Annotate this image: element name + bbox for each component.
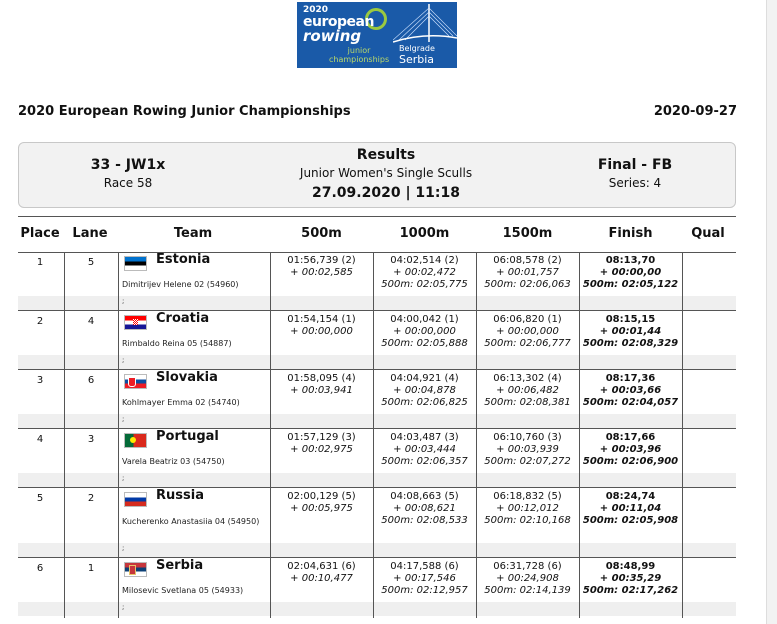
lane: 1 [87, 563, 95, 574]
finish-split: 500m: 02:17,262 [582, 585, 679, 596]
athlete: Rimbaldo Reina 05 (54887) [122, 339, 232, 348]
finish-split: 500m: 02:05,908 [582, 515, 679, 526]
logo-text-junior-line: junior [347, 46, 371, 55]
lane: 2 [87, 493, 95, 504]
diff-500m: + 00:10,477 [290, 573, 353, 584]
diff-500m: + 00:02,585 [290, 267, 353, 278]
finish-split: 500m: 02:04,057 [582, 397, 679, 408]
flag-slovakia-icon [124, 374, 147, 389]
event-name: Junior Women's Single Sculls [299, 166, 473, 180]
page-edge [766, 0, 777, 624]
col-lane: Lane [72, 226, 108, 241]
athlete: Varela Beatriz 03 (54750) [122, 457, 225, 466]
finish-diff: + 00:11,04 [599, 503, 662, 514]
athlete: Dimitrijev Helene 02 (54960) [122, 280, 239, 289]
diff-500m: + 00:03,941 [290, 385, 353, 396]
finish-time: 08:24,74 [605, 491, 656, 502]
team-name: Portugal [156, 429, 219, 444]
semicolon: ; [122, 356, 125, 364]
athlete: Kohlmayer Emma 02 (54740) [122, 398, 240, 407]
split-1500m: 500m: 02:08,381 [484, 397, 571, 408]
document-title: 2020 European Rowing Junior Championships [18, 104, 351, 119]
diff-500m: + 00:02,975 [290, 444, 353, 455]
time-1500m: 06:31,728 (6) [493, 561, 562, 572]
split-1000m: 500m: 02:08,533 [381, 515, 468, 526]
place: 2 [36, 316, 44, 327]
lane: 4 [87, 316, 95, 327]
split-1500m: 500m: 02:14,139 [484, 585, 571, 596]
table-row [18, 429, 736, 488]
athlete: Milosevic Svetlana 05 (54933) [122, 586, 244, 595]
table-row [18, 370, 736, 429]
team-name: Russia [156, 488, 204, 503]
logo-text-rowing: rowing [303, 27, 362, 45]
col-finish: Finish [608, 226, 653, 241]
place: 4 [36, 434, 44, 445]
finish-time: 08:15,15 [605, 314, 656, 325]
time-1500m: 06:08,578 (2) [493, 255, 562, 266]
row-band [18, 602, 736, 616]
row-band [18, 355, 736, 369]
time-500m: 01:57,129 (3) [287, 432, 356, 443]
finish-time: 08:48,99 [605, 561, 656, 572]
diff-500m: + 00:00,000 [290, 326, 353, 337]
logo-year: 2020 [303, 5, 329, 15]
time-500m: 02:00,129 (5) [287, 491, 356, 502]
time-1000m: 04:08,663 (5) [390, 491, 459, 502]
finish-diff: + 00:01,44 [599, 326, 662, 337]
results-label: Results [356, 147, 416, 163]
col-1500m: 1500m [502, 226, 553, 241]
diff-1000m: + 00:17,546 [393, 573, 456, 584]
col-team: Team [173, 226, 213, 241]
flag-croatia-icon [124, 315, 147, 330]
finish-split: 500m: 02:06,900 [582, 456, 679, 467]
time-1000m: 04:17,588 (6) [390, 561, 459, 572]
time-1000m: 04:04,921 (4) [390, 373, 459, 384]
series-label: Series: 4 [608, 176, 662, 190]
event-code: 33 - JW1x [90, 157, 166, 173]
col-1000m: 1000m [399, 226, 450, 241]
team-name: Estonia [156, 252, 211, 267]
time-500m: 01:56,739 (2) [287, 255, 356, 266]
results-table-header [18, 216, 736, 253]
time-1000m: 04:03,487 (3) [390, 432, 459, 443]
finish-diff: + 00:03,96 [599, 444, 662, 455]
diff-1500m: + 00:00,000 [496, 326, 559, 337]
finish-diff: + 00:00,00 [599, 267, 662, 278]
diff-500m: + 00:05,975 [290, 503, 353, 514]
row-band [18, 414, 736, 428]
lane: 6 [87, 375, 95, 386]
championship-logo [297, 2, 457, 68]
table-row [18, 311, 736, 370]
time-500m: 02:04,631 (6) [287, 561, 356, 572]
split-1000m: 500m: 02:05,775 [381, 279, 468, 290]
col-place: Place [20, 226, 60, 241]
table-row [18, 252, 736, 311]
diff-1500m: + 00:24,908 [496, 573, 559, 584]
race-info-box [18, 142, 736, 208]
time-1500m: 06:18,832 (5) [493, 491, 562, 502]
diff-1000m: + 00:02,472 [393, 267, 456, 278]
diff-1500m: + 00:12,012 [496, 503, 559, 514]
finish-diff: + 00:35,29 [599, 573, 662, 584]
final-label: Final - FB [597, 157, 673, 173]
race-datetime: 27.09.2020 | 11:18 [312, 185, 460, 201]
split-1000m: 500m: 02:06,825 [381, 397, 468, 408]
time-1500m: 06:06,820 (1) [493, 314, 562, 325]
diff-1000m: + 00:00,000 [393, 326, 456, 337]
time-1500m: 06:13,302 (4) [493, 373, 562, 384]
finish-time: 08:13,70 [605, 255, 656, 266]
race-number: Race 58 [103, 176, 153, 190]
row-band [18, 543, 736, 557]
split-1500m: 500m: 02:06,063 [484, 279, 571, 290]
semicolon: ; [122, 544, 125, 552]
logo-country: Serbia [399, 53, 435, 66]
diff-1000m: + 00:03,444 [393, 444, 456, 455]
col-qual: Qual [691, 226, 725, 241]
semicolon: ; [122, 297, 125, 305]
split-1500m: 500m: 02:07,272 [484, 456, 571, 467]
finish-split: 500m: 02:05,122 [582, 279, 679, 290]
place: 6 [36, 563, 44, 574]
time-500m: 01:54,154 (1) [287, 314, 356, 325]
finish-split: 500m: 02:08,329 [582, 338, 679, 349]
logo-city: Belgrade [399, 44, 435, 53]
finish-diff: + 00:03,66 [599, 385, 662, 396]
col-500m: 500m [301, 226, 342, 241]
logo-text-european: european [303, 14, 374, 30]
logo-text-championships: championships [329, 55, 390, 64]
place: 1 [36, 257, 44, 268]
split-1500m: 500m: 02:10,168 [484, 515, 571, 526]
flag-estonia-icon [124, 256, 147, 271]
split-1000m: 500m: 02:06,357 [381, 456, 468, 467]
diff-1000m: + 00:08,621 [393, 503, 456, 514]
split-1000m: 500m: 02:05,888 [381, 338, 468, 349]
time-500m: 01:58,095 (4) [287, 373, 356, 384]
time-1000m: 04:00,042 (1) [390, 314, 459, 325]
table-row [18, 488, 736, 558]
semicolon: ; [122, 415, 125, 423]
split-1000m: 500m: 02:12,957 [381, 585, 468, 596]
table-row [18, 558, 736, 618]
finish-time: 08:17,66 [605, 432, 656, 443]
split-1500m: 500m: 02:06,777 [484, 338, 571, 349]
team-name: Croatia [156, 311, 210, 326]
lane: 3 [87, 434, 95, 445]
logo-text-junior [329, 46, 389, 64]
team-name: Serbia [156, 558, 204, 573]
flag-russia-icon [124, 492, 147, 507]
flag-portugal-icon [124, 433, 147, 448]
row-band [18, 296, 736, 310]
place: 5 [36, 493, 44, 504]
semicolon: ; [122, 603, 125, 611]
row-band [18, 473, 736, 487]
diff-1500m: + 00:06,482 [496, 385, 559, 396]
document-date: 2020-09-27 [653, 104, 737, 119]
diff-1500m: + 00:01,757 [496, 267, 559, 278]
time-1500m: 06:10,760 (3) [493, 432, 562, 443]
semicolon: ; [122, 474, 125, 482]
athlete: Kucherenko Anastasiia 04 (54950) [122, 517, 260, 526]
diff-1500m: + 00:03,939 [496, 444, 559, 455]
team-name: Slovakia [156, 370, 218, 385]
diff-1000m: + 00:04,878 [393, 385, 456, 396]
flag-serbia-icon [124, 562, 147, 577]
finish-time: 08:17,36 [605, 373, 656, 384]
time-1000m: 04:02,514 (2) [390, 255, 459, 266]
lane: 5 [87, 257, 95, 268]
place: 3 [36, 375, 44, 386]
